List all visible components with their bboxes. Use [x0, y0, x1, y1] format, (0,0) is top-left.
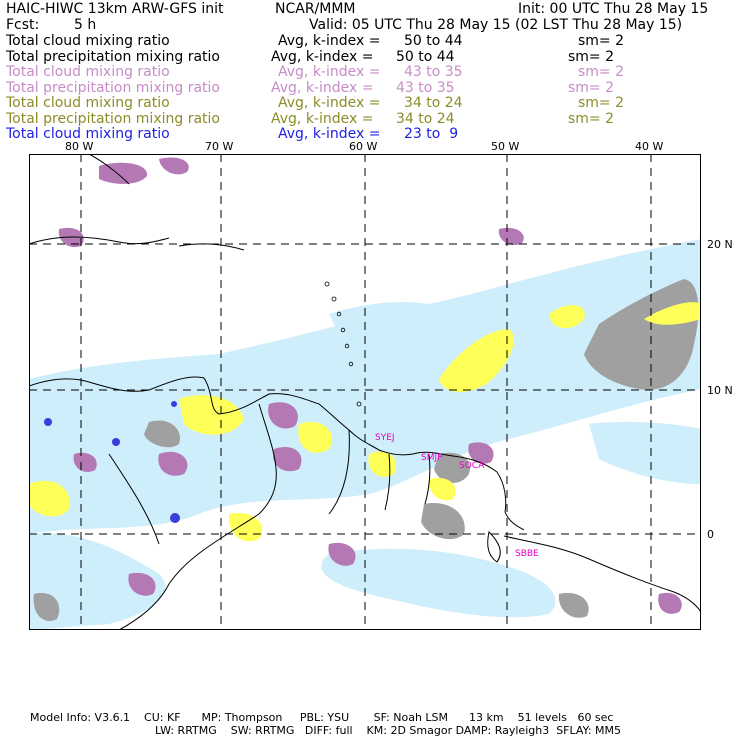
blue-spot-d [171, 401, 177, 407]
model-info-line1: Model Info: V3.6.1 CU: KF MP: Thompson PBL: YSU SF: Noah LSM 13 km 51 levels 60 sec [30, 711, 614, 724]
station-label: SOCA [459, 461, 485, 471]
lon-label: 60 W [349, 140, 378, 153]
legend-sm: sm= 2 [568, 48, 615, 65]
legend-field: Total cloud mixing ratio [6, 33, 170, 49]
fcst-value: 5 h [74, 17, 97, 33]
legend-sm: sm= 2 [578, 33, 625, 49]
legend-sm: sm= 2 [568, 79, 615, 96]
model-title: HAIC-HIWC 13km ARW-GFS init [6, 1, 224, 17]
legend-avg: Avg, k-index = [278, 33, 381, 49]
legend-range: 43 to 35 [404, 64, 463, 80]
blue-spot-b [112, 438, 120, 446]
legend-field: Total cloud mixing ratio [6, 95, 170, 111]
station-label: SMJP [421, 453, 443, 463]
legend-avg: Avg, k-index = [278, 95, 381, 111]
legend-field: Total precipitation mixing ratio [6, 110, 220, 127]
legend-range: 43 to 35 [396, 79, 455, 96]
init-time: Init: 00 UTC Thu 28 May 15 [518, 1, 709, 17]
blue-spot-a [44, 418, 52, 426]
legend-row [6, 112, 736, 127]
valid-time: Valid: 05 UTC Thu 28 May 15 (02 LST Thu 28 May 15) [309, 17, 683, 33]
legend-field: Total precipitation mixing ratio [6, 79, 220, 96]
lat-label: 20 N [707, 238, 733, 251]
legend-avg: Avg, k-index = [278, 126, 381, 142]
legend-field: Total cloud mixing ratio [6, 126, 170, 142]
legend-avg: Avg, k-index = [271, 79, 374, 96]
legend-range: 34 to 24 [396, 110, 455, 127]
station-label: SBBE [515, 549, 539, 559]
legend-avg: Avg, k-index = [278, 64, 381, 80]
legend-row [6, 96, 736, 111]
legend-range: 34 to 24 [404, 95, 463, 111]
lon-label: 70 W [205, 140, 234, 153]
legend-range: 23 to 9 [404, 126, 459, 142]
lat-label: 0 [707, 528, 714, 541]
org-label: NCAR/MMM [275, 1, 356, 17]
lat-label: 10 N [707, 384, 733, 397]
legend-row [6, 50, 736, 65]
legend-field: Total precipitation mixing ratio [6, 48, 220, 65]
legend-row [6, 81, 736, 96]
blue-spot-c [170, 513, 180, 523]
legend-range: 50 to 44 [404, 33, 463, 49]
lon-label: 80 W [65, 140, 94, 153]
legend-field: Total cloud mixing ratio [6, 64, 170, 80]
legend-row [6, 65, 736, 80]
map-panel [29, 140, 733, 630]
legend-row [6, 34, 736, 49]
station-label: SYEJ [375, 433, 395, 443]
legend-avg: Avg, k-index = [271, 48, 374, 65]
legend-sm: sm= 2 [578, 95, 625, 111]
model-info-line2: LW: RRTMG SW: RRTMG DIFF: full KM: 2D Smagor DAMP: Rayleigh3 SFLAY: MM5 [155, 724, 621, 737]
legend-avg: Avg, k-index = [271, 110, 374, 127]
legend-sm: sm= 2 [578, 64, 625, 80]
legend-sm: sm= 2 [568, 110, 615, 127]
fcst-label: Fcst: [6, 17, 40, 33]
lon-label: 40 W [635, 140, 664, 153]
legend-range: 50 to 44 [396, 48, 455, 65]
lon-label: 50 W [491, 140, 520, 153]
